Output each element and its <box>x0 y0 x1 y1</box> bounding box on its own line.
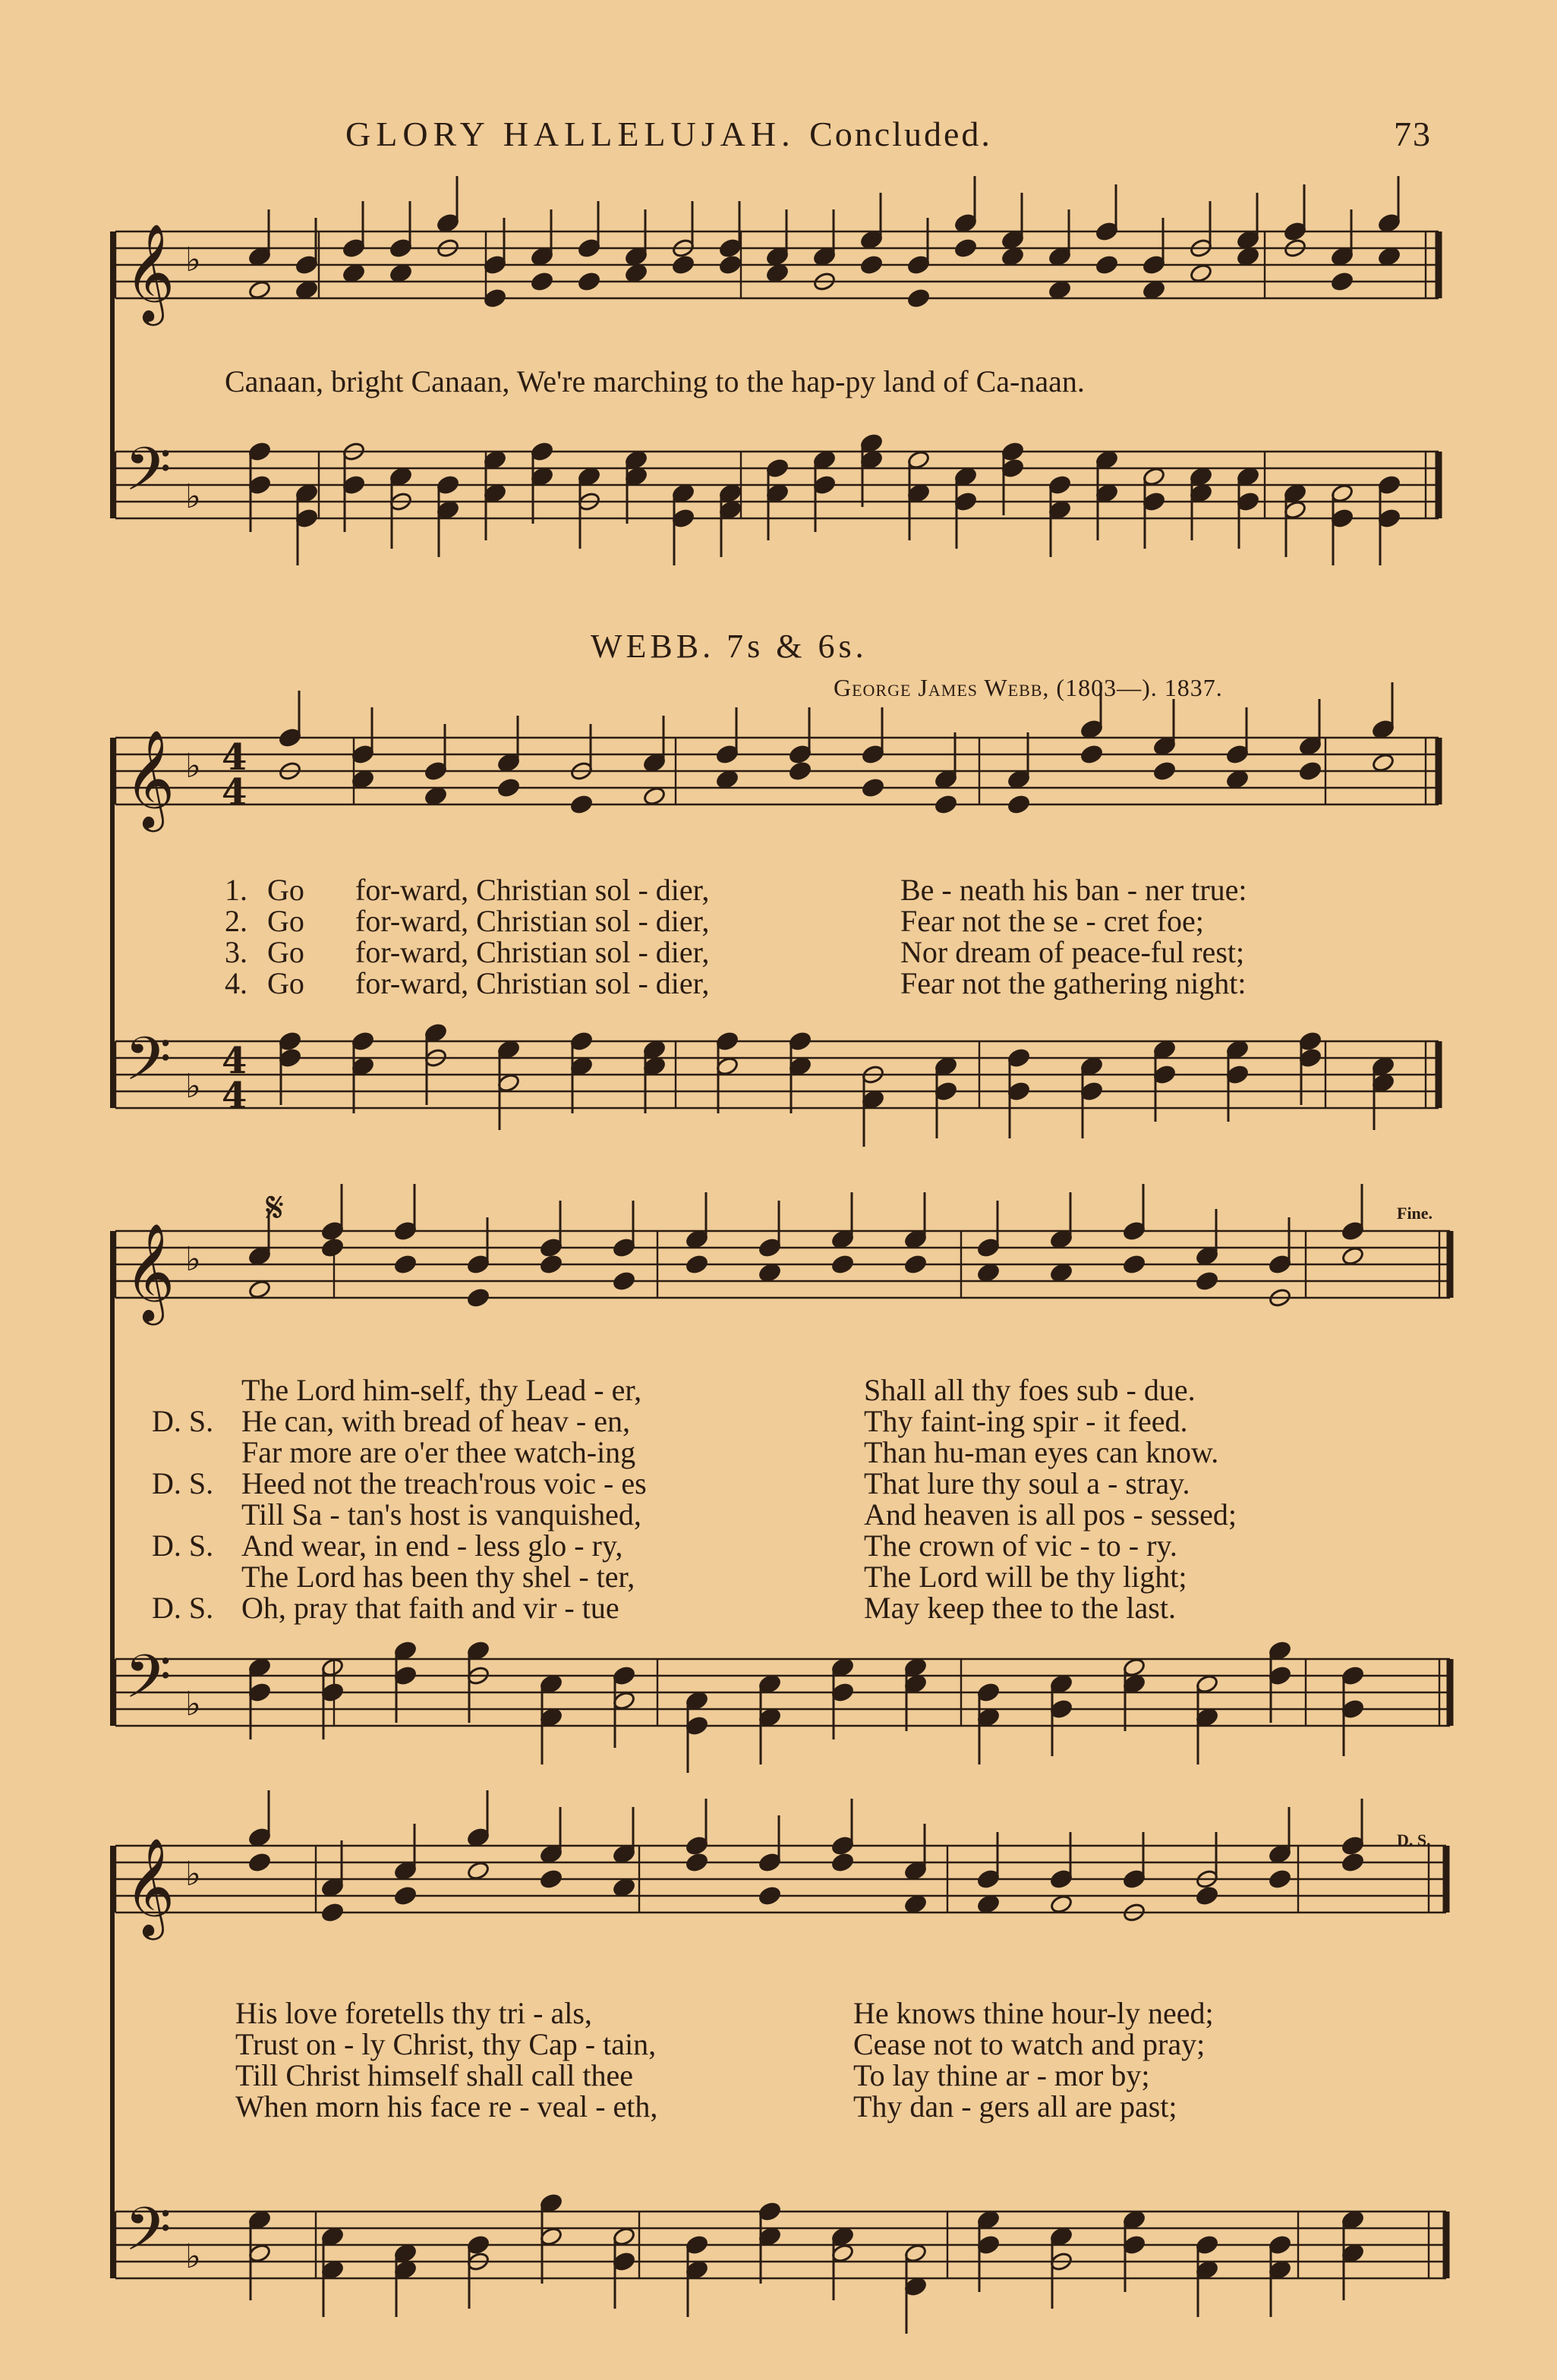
notehead <box>671 254 695 275</box>
fine-mark: Fine. <box>1397 1204 1433 1223</box>
bass-clef-icon: 𝄢 <box>124 1642 172 1727</box>
notehead <box>831 1852 854 1872</box>
verse-word: Go <box>267 966 304 1000</box>
lyric-line: May keep thee to the last. <box>864 1591 1176 1625</box>
notehead <box>903 1894 927 1914</box>
notehead <box>976 1894 1000 1914</box>
notehead <box>466 1860 490 1881</box>
verse-number: 3. <box>225 935 247 969</box>
header-subtitle: Concluded. <box>809 115 992 153</box>
flat-icon: ♭ <box>185 241 201 279</box>
notehead <box>1095 254 1118 275</box>
notehead <box>612 1270 635 1291</box>
lyric-line: When morn his face re - veal - eth, <box>235 2089 658 2123</box>
lyric-line: Till Sa - tan's host is vanquished, <box>241 1497 641 1532</box>
notehead <box>642 785 666 806</box>
notehead <box>1371 752 1395 773</box>
notehead <box>1298 760 1322 781</box>
page-number: 73 <box>1394 115 1432 153</box>
notehead <box>393 1254 417 1274</box>
notehead <box>953 238 977 258</box>
notehead <box>247 279 271 300</box>
lyric-line: Trust on - ly Christ, thy Cap - tain, <box>235 2027 657 2061</box>
notehead <box>1142 279 1165 300</box>
notehead <box>831 1254 854 1274</box>
ds-prefix: D. S. <box>152 1528 214 1563</box>
notehead <box>569 794 593 814</box>
flat-icon: ♭ <box>185 1855 201 1894</box>
notehead <box>861 777 884 798</box>
lyric-line: He can, with bread of heav - en, <box>241 1404 630 1438</box>
notehead <box>624 263 648 283</box>
notehead <box>530 271 553 291</box>
lyric-line: Shall all thy foes sub - due. <box>864 1373 1196 1407</box>
verse-word: Go <box>267 935 304 969</box>
verse-number: 4. <box>225 966 247 1000</box>
time-signature: 4 <box>222 771 247 814</box>
notehead <box>685 1254 708 1274</box>
flat-icon: ♭ <box>185 1685 201 1724</box>
flat-icon: ♭ <box>185 2237 201 2276</box>
flat-icon: ♭ <box>185 1067 201 1106</box>
notehead <box>1225 769 1249 789</box>
lyric-line: The Lord will be thy light; <box>864 1560 1187 1594</box>
verse-word: Go <box>267 904 304 938</box>
ds-prefix: D. S. <box>152 1404 214 1438</box>
lyric-line: The Lord has been thy shel - ter, <box>241 1560 635 1594</box>
lyric-line: Far more are o'er thee watch-ing <box>241 1435 636 1469</box>
notehead <box>1048 279 1071 300</box>
notehead <box>906 288 930 308</box>
treble-clef-icon: 𝄞 <box>124 729 175 828</box>
segno-mark: 𝄋 <box>266 1185 285 1232</box>
notehead <box>859 254 883 275</box>
lyric-line: Heed not the treach'rous voic - es <box>241 1466 647 1500</box>
notehead <box>718 254 742 275</box>
notehead <box>295 279 318 300</box>
notehead <box>788 760 812 781</box>
verse-line: for-ward, Christian sol - dier, <box>355 935 710 969</box>
verse-line: Fear not the se - cret foe; <box>900 904 1204 938</box>
notehead <box>577 271 600 291</box>
notehead <box>1330 271 1354 291</box>
notehead <box>1122 1254 1146 1274</box>
flat-icon: ♭ <box>185 747 201 785</box>
ds-prefix: D. S. <box>152 1591 214 1625</box>
lyric-line: Cease not to watch and pray; <box>853 2027 1206 2061</box>
time-signature: 4 <box>222 1075 247 1117</box>
hymn-title: WEBB. 7s & 6s. <box>591 628 868 665</box>
lyric-line: The Lord him-self, thy Lead - er, <box>241 1373 642 1407</box>
lyric-line: Than hu-man eyes can know. <box>864 1435 1219 1469</box>
treble-clef-icon: 𝄞 <box>124 1223 175 1321</box>
notehead <box>758 1885 781 1906</box>
notehead <box>1268 1868 1291 1889</box>
lyric-line: That lure thy soul a - stray. <box>864 1466 1190 1500</box>
notehead <box>1377 246 1401 266</box>
notehead <box>539 1868 563 1889</box>
notehead <box>758 1262 781 1283</box>
notehead <box>1001 246 1024 266</box>
clefs <box>124 223 247 2279</box>
notehead <box>715 769 739 789</box>
lyric-line: Thy dan - gers all are past; <box>853 2089 1177 2123</box>
ds-mark: D. S. <box>1397 1831 1431 1850</box>
lyric-line: And heaven is all pos - sessed; <box>864 1497 1237 1532</box>
flat-icon: ♭ <box>185 1240 201 1279</box>
notehead <box>320 1237 344 1258</box>
notehead <box>1189 263 1212 283</box>
notehead <box>1049 1262 1073 1283</box>
notehead <box>320 1902 344 1922</box>
ds-prefix: D. S. <box>152 1466 214 1500</box>
notehead <box>247 1852 271 1872</box>
notehead <box>1195 1885 1218 1906</box>
notehead <box>903 1254 927 1274</box>
notehead <box>342 263 365 283</box>
notehead <box>496 777 520 798</box>
section1-lyric: Canaan, bright Canaan, We're marching to the hap-py land of Ca-naan. <box>225 364 1085 398</box>
flat-icon: ♭ <box>185 477 201 516</box>
notehead <box>976 1262 1000 1283</box>
verse-line: Fear not the gathering night: <box>900 966 1247 1000</box>
verse-line: for-ward, Christian sol - dier, <box>355 873 710 907</box>
bass-clef-icon: 𝄢 <box>124 1024 172 1109</box>
verse-line: for-ward, Christian sol - dier, <box>355 966 710 1000</box>
notehead <box>1341 1852 1364 1872</box>
notehead <box>1079 744 1103 764</box>
lyric-line: Till Christ himself shall call thee <box>235 2058 634 2092</box>
lyric-line: And wear, in end - less glo - ry, <box>241 1528 623 1563</box>
notehead <box>1152 760 1176 781</box>
treble-clef-icon: 𝄞 <box>124 223 175 322</box>
notehead <box>685 1852 708 1872</box>
staves <box>112 231 1450 2278</box>
lyric-line: His love foretells thy tri - als, <box>235 1996 592 2030</box>
lyric-line: Thy faint-ing spir - it feed. <box>864 1404 1188 1438</box>
treble-clef-icon: 𝄞 <box>124 1837 175 1936</box>
notehead <box>1049 1894 1073 1914</box>
lyric-line: Oh, pray that faith and vir - tue <box>241 1591 619 1625</box>
verse-line: Nor dream of peace-ful rest; <box>900 935 1245 969</box>
lyric-line: He knows thine hour-ly need; <box>853 1996 1214 2030</box>
notehead <box>539 1254 563 1274</box>
verse-number: 2. <box>225 904 247 938</box>
notehead <box>934 794 957 814</box>
notehead <box>1007 794 1030 814</box>
notehead <box>389 263 412 283</box>
notehead <box>612 1877 635 1897</box>
lyric-line: The crown of vic - to - ry. <box>864 1528 1177 1563</box>
bass-clef-icon: 𝄢 <box>124 434 172 519</box>
verse-line: Be - neath his ban - ner true: <box>900 873 1247 907</box>
notehead <box>765 263 789 283</box>
notehead <box>1236 246 1259 266</box>
notehead <box>424 785 447 806</box>
notehead <box>393 1885 417 1906</box>
notehead <box>1341 1245 1364 1266</box>
lyric-line: To lay thine ar - mor by; <box>853 2058 1150 2092</box>
bass-clef-icon: 𝄢 <box>124 2194 172 2279</box>
time-signature: 4 <box>222 1040 247 1082</box>
time-signature: 4 <box>222 736 247 779</box>
notehead <box>1195 1270 1218 1291</box>
hymn-composer: George James Webb, (1803—). 1837. <box>834 674 1223 701</box>
notehead <box>466 1287 490 1308</box>
notehead <box>247 1279 271 1299</box>
verse-word: Go <box>267 873 304 907</box>
header-title: GLORY HALLELUJAH. <box>345 115 796 153</box>
verse-number: 1. <box>225 873 247 907</box>
verse-line: for-ward, Christian sol - dier, <box>355 904 710 938</box>
